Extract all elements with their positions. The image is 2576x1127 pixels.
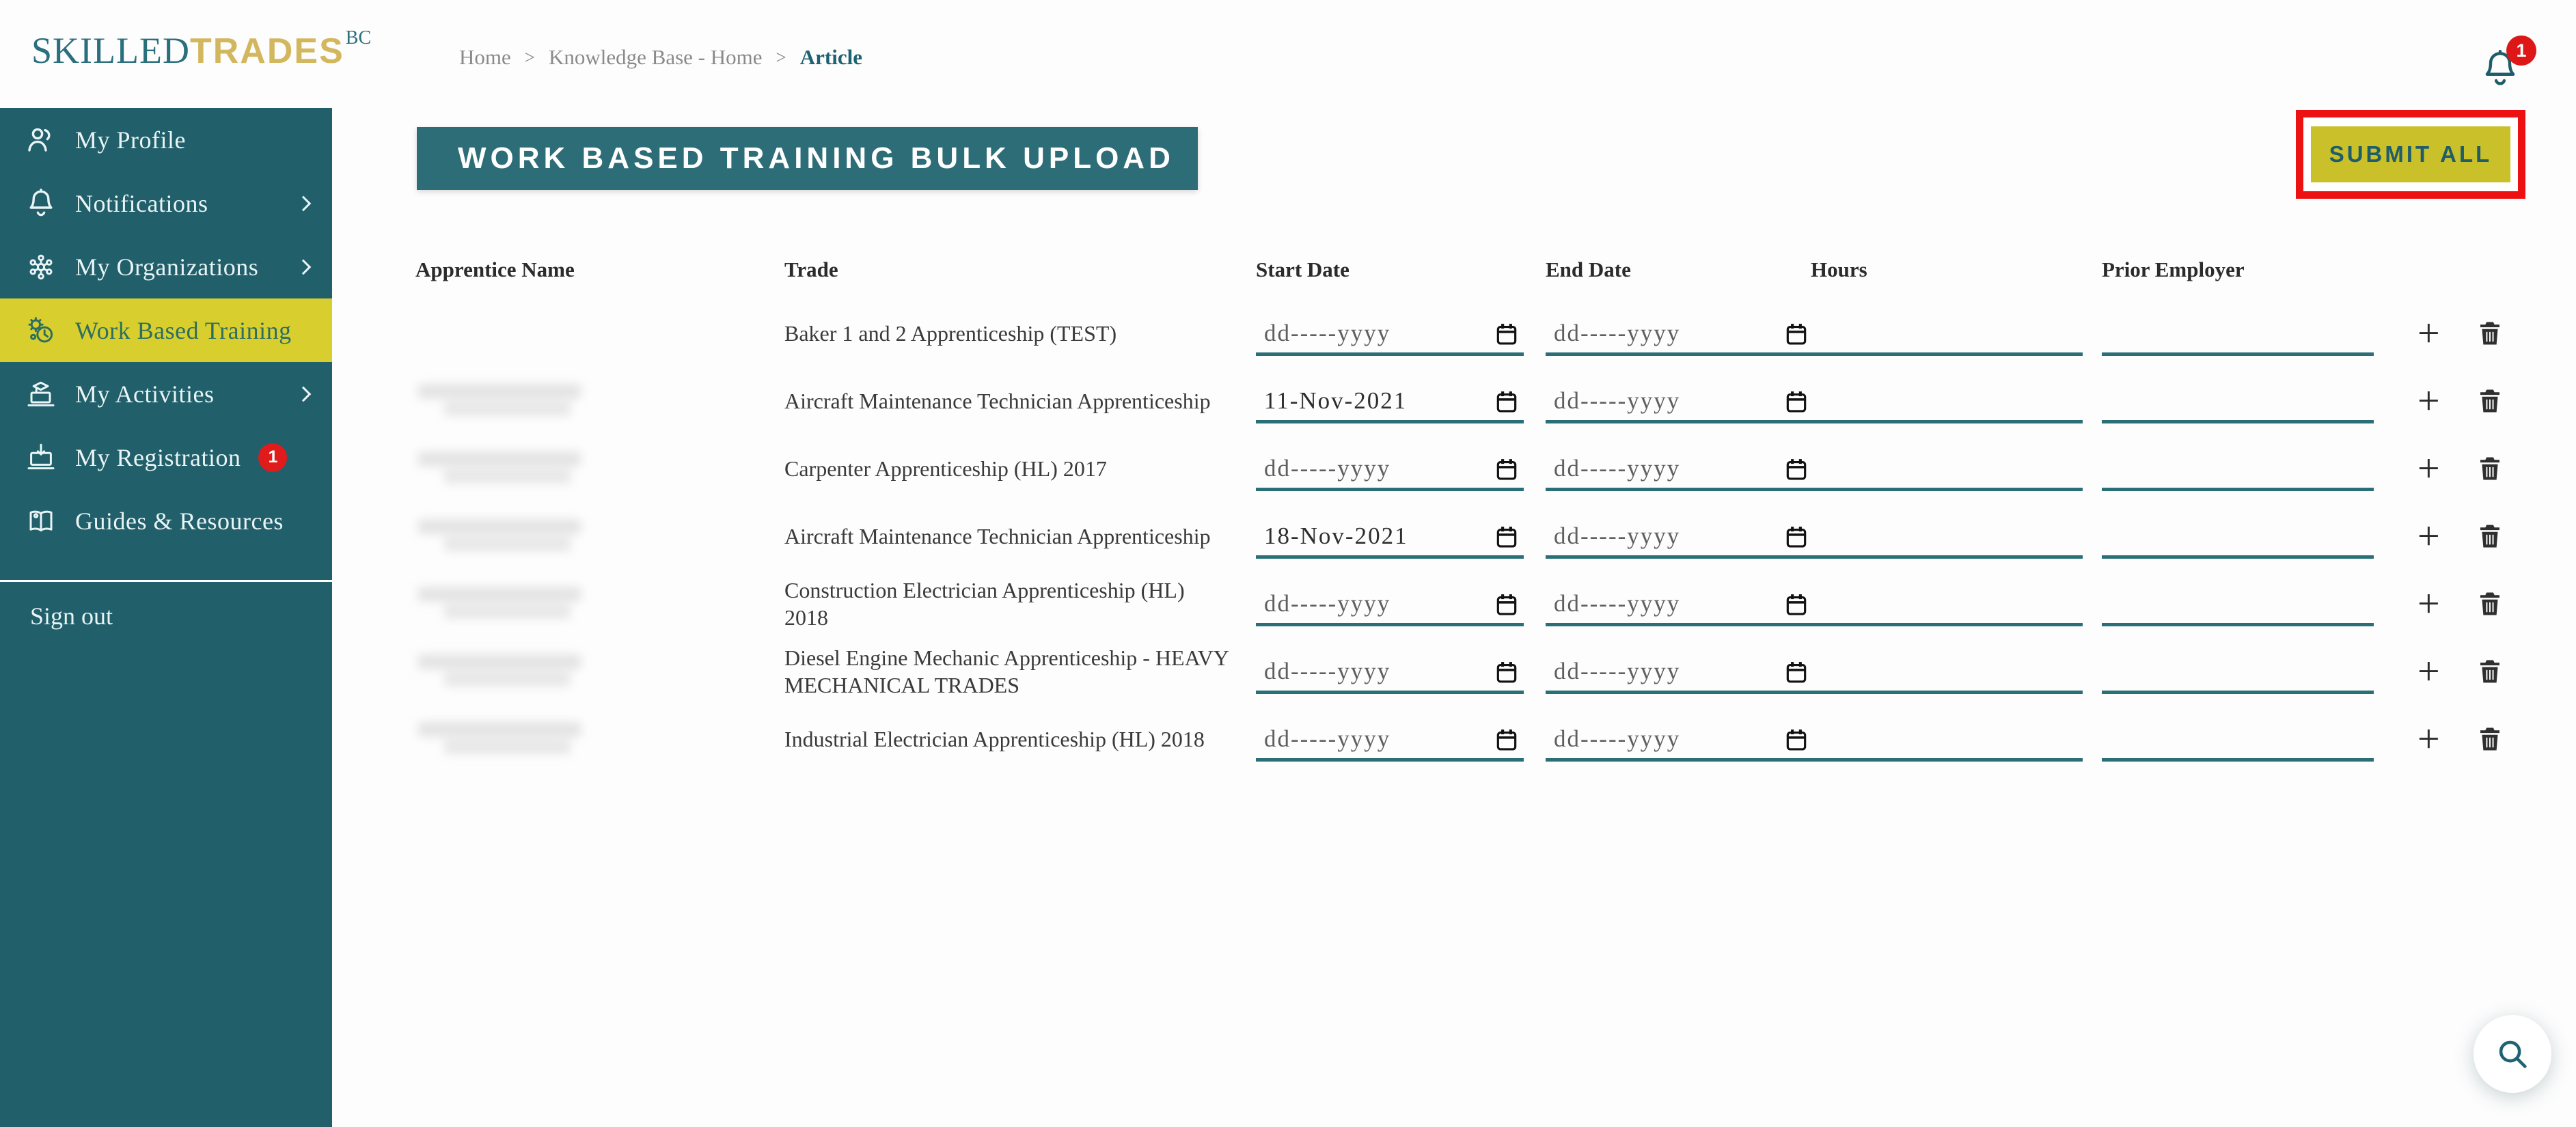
trash-icon [2476, 520, 2504, 552]
column-header-hours: Hours [1811, 258, 1867, 281]
calendar-icon[interactable] [1783, 524, 1809, 550]
trash-icon [2476, 385, 2504, 417]
redacted-apprentice-name [415, 519, 586, 555]
table-row [415, 367, 2528, 434]
sidebar-item-notifications[interactable] [0, 171, 332, 235]
apprentice-name-cell [415, 720, 784, 757]
apprentice-name-cell [415, 652, 784, 690]
trade-cell: Diesel Engine Mechanic Apprenticeship - HEAVY MECHANICAL TRADES [784, 645, 1229, 697]
sidebar-item-my-activities[interactable] [0, 362, 332, 426]
table-row [415, 299, 2528, 367]
calendar-icon[interactable] [1494, 592, 1520, 617]
calendar-icon[interactable] [1494, 524, 1520, 550]
add-row-button[interactable]: + [2417, 445, 2440, 490]
table-row [415, 570, 2528, 637]
person-icon [25, 124, 57, 156]
page-title: WORK BASED TRAINING BULK UPLOAD [417, 127, 1198, 190]
column-header-end-date: End Date [1546, 258, 1631, 281]
logo-skilled: SKILLED [31, 30, 190, 71]
breadcrumb [459, 45, 862, 70]
delete-row-button[interactable] [2476, 318, 2504, 349]
add-row-button[interactable]: + [2417, 513, 2440, 558]
sidebar-item-my-profile[interactable] [0, 108, 332, 171]
delete-row-button[interactable] [2476, 520, 2504, 552]
calendar-icon[interactable] [1783, 727, 1809, 753]
sidebar-item-label: My Activities [75, 380, 215, 408]
start-date-input[interactable]: 11-Nov-2021 [1256, 378, 1524, 423]
brand-logo[interactable] [31, 29, 371, 69]
bulk-upload-table [415, 254, 2528, 773]
calendar-icon[interactable] [1783, 592, 1809, 617]
delete-row-button[interactable] [2476, 385, 2504, 417]
end-date-input[interactable]: dd-----yyyy [1546, 649, 1813, 694]
calendar-icon[interactable] [1783, 389, 1809, 415]
redacted-apprentice-name [415, 384, 586, 419]
start-date-input[interactable]: dd-----yyyy [1256, 716, 1524, 762]
end-date-input[interactable]: dd-----yyyy [1546, 446, 1813, 491]
calendar-icon[interactable] [1494, 389, 1520, 415]
breadcrumb-separator: > [776, 46, 786, 68]
calendar-icon[interactable] [1783, 321, 1809, 347]
table-row [415, 705, 2528, 773]
breadcrumb-home[interactable]: Home [459, 45, 511, 69]
column-header-prior-employer: Prior Employer [2102, 258, 2245, 281]
hours-input[interactable] [1811, 716, 2083, 762]
prior-employer-input[interactable] [2102, 716, 2374, 762]
prior-employer-input[interactable] [2102, 649, 2374, 694]
calendar-icon[interactable] [1494, 456, 1520, 482]
trade-cell: Construction Electrician Apprenticeship (HL) 2018 [784, 577, 1185, 630]
hours-input[interactable] [1811, 649, 2083, 694]
sidebar-item-work-based-training[interactable] [0, 298, 332, 362]
sidebar-item-label: Work Based Training [75, 316, 292, 344]
sign-out-button[interactable]: Sign out [30, 602, 113, 630]
redacted-apprentice-name [415, 722, 586, 757]
hours-input[interactable] [1811, 581, 2083, 626]
trade-cell: Aircraft Maintenance Technician Apprenticeship [784, 388, 1211, 413]
breadcrumb-separator: > [524, 46, 535, 68]
apprentice-name-cell [415, 382, 784, 419]
end-date-input[interactable]: dd-----yyyy [1546, 581, 1813, 626]
trade-cell: Aircraft Maintenance Technician Apprenticeship [784, 523, 1211, 548]
sidebar-item-label: My Organizations [75, 253, 259, 281]
sidebar-item-my-organizations[interactable] [0, 235, 332, 298]
breadcrumb-knowledge-base[interactable]: Knowledge Base - Home [549, 45, 763, 69]
organizations-icon [25, 251, 57, 283]
hours-input[interactable] [1811, 446, 2083, 491]
end-date-input[interactable]: dd-----yyyy [1546, 311, 1813, 356]
table-row [415, 434, 2528, 502]
trade-cell: Carpenter Apprenticeship (HL) 2017 [784, 456, 1107, 481]
registration-count-badge: 1 [258, 443, 287, 472]
trash-icon [2476, 318, 2504, 349]
hours-input[interactable] [1811, 514, 2083, 559]
prior-employer-input[interactable] [2102, 446, 2374, 491]
trash-icon [2476, 453, 2504, 484]
delete-row-button[interactable] [2476, 656, 2504, 687]
sidebar-item-label: My Registration [75, 443, 241, 471]
sidebar [0, 108, 332, 1127]
breadcrumb-current-article: Article [799, 45, 862, 69]
start-date-input[interactable]: dd-----yyyy [1256, 311, 1524, 356]
prior-employer-input[interactable] [2102, 581, 2374, 626]
delete-row-button[interactable] [2476, 723, 2504, 755]
end-date-input[interactable]: dd-----yyyy [1546, 378, 1813, 423]
end-date-input[interactable]: dd-----yyyy [1546, 716, 1813, 762]
sidebar-item-label: My Profile [75, 126, 186, 154]
column-header-start-date: Start Date [1256, 258, 1349, 281]
hours-input[interactable] [1811, 311, 2083, 356]
trash-icon [2476, 588, 2504, 620]
notification-count-badge: 1 [2506, 36, 2536, 66]
search-fab-button[interactable] [2474, 1015, 2551, 1093]
start-date-input[interactable]: 18-Nov-2021 [1256, 514, 1524, 559]
activities-icon [25, 378, 57, 411]
table-header-row [415, 254, 2528, 286]
redacted-apprentice-name [415, 654, 586, 690]
delete-row-button[interactable] [2476, 453, 2504, 484]
registration-icon [25, 441, 57, 474]
add-row-button[interactable]: + [2417, 310, 2440, 355]
guides-icon [25, 505, 57, 538]
chevron-right-icon [296, 259, 312, 275]
add-row-button[interactable]: + [2417, 581, 2440, 626]
trade-cell: Baker 1 and 2 Apprenticeship (TEST) [784, 320, 1117, 346]
add-row-button[interactable]: + [2417, 378, 2440, 423]
delete-row-button[interactable] [2476, 588, 2504, 620]
add-row-button[interactable]: + [2417, 648, 2440, 693]
table-row [415, 502, 2528, 570]
notifications-bell-button[interactable] [2476, 36, 2551, 104]
calendar-icon[interactable] [1494, 659, 1520, 685]
column-header-apprentice-name: Apprentice Name [415, 258, 575, 281]
submit-all-button[interactable]: SUBMIT ALL [2311, 126, 2510, 182]
calendar-icon[interactable] [1494, 727, 1520, 753]
hours-input[interactable] [1811, 378, 2083, 423]
prior-employer-input[interactable] [2102, 378, 2374, 423]
trash-icon [2476, 723, 2504, 755]
add-row-button[interactable]: + [2417, 716, 2440, 761]
prior-employer-input[interactable] [2102, 514, 2374, 559]
sidebar-item-my-registration[interactable] [0, 426, 332, 489]
redacted-apprentice-name [415, 587, 586, 622]
start-date-input[interactable]: dd-----yyyy [1256, 581, 1524, 626]
chevron-right-icon [296, 195, 312, 211]
sidebar-item-label: Notifications [75, 189, 208, 217]
trade-cell: Industrial Electrician Apprenticeship (HL) 2018 [784, 726, 1205, 751]
logo-bc: BC [345, 27, 372, 48]
apprentice-name-cell [415, 585, 784, 622]
submit-all-highlight-box [2296, 110, 2525, 199]
sidebar-item-guides-resources[interactable] [0, 489, 332, 553]
calendar-icon[interactable] [1494, 321, 1520, 347]
redacted-apprentice-name [415, 451, 586, 487]
table-row [415, 637, 2528, 705]
work-based-training-icon [25, 314, 57, 347]
trash-icon [2476, 656, 2504, 687]
bell-icon [25, 187, 57, 220]
start-date-input[interactable]: dd-----yyyy [1256, 446, 1524, 491]
calendar-icon[interactable] [1783, 659, 1809, 685]
logo-trades: TRADES [189, 31, 344, 71]
prior-employer-input[interactable] [2102, 311, 2374, 356]
start-date-input[interactable]: dd-----yyyy [1256, 649, 1524, 694]
chevron-right-icon [296, 386, 312, 402]
search-icon [2493, 1034, 2532, 1074]
apprentice-name-cell [415, 517, 784, 555]
column-header-trade: Trade [784, 258, 838, 281]
end-date-input[interactable]: dd-----yyyy [1546, 514, 1813, 559]
apprentice-name-cell [415, 449, 784, 487]
calendar-icon[interactable] [1783, 456, 1809, 482]
sidebar-item-label: Guides & Resources [75, 507, 284, 535]
